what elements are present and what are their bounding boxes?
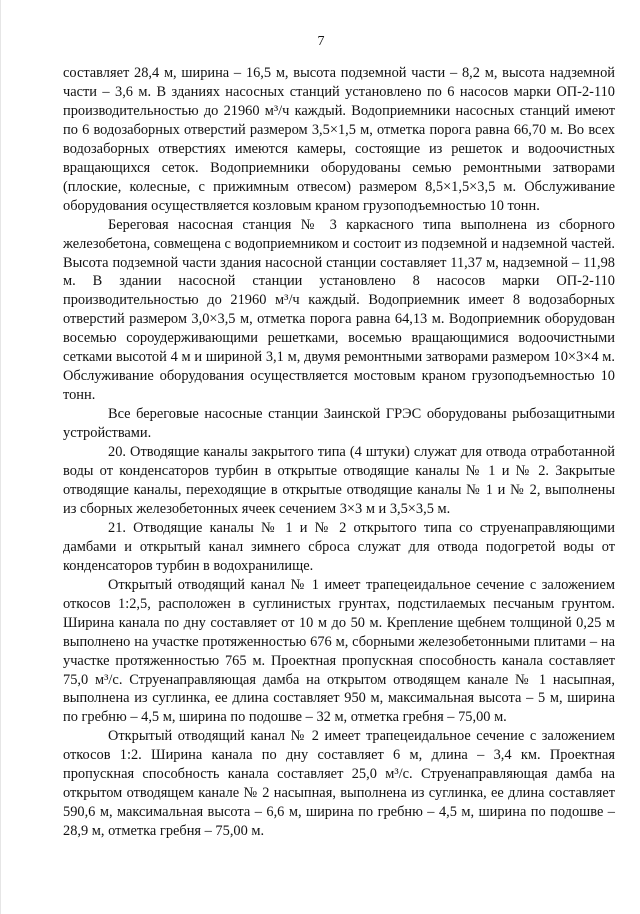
paragraph-pump-station-3: Береговая насосная станция № 3 каркасного типа выполнена из сборного железобетона, совмещена с водоприемником и состоит из подземной и надземной частей. Высота подземной части здания насосной станции составляет 11,37 м, надземной – 11,98 м. В здании насосной станции установлено 8 насосов марки ОП-2-110 производительностью до 21960 м³/ч каждый. Водоприемник имеет 8 водозаборных отверстий размером 3,0×3,5 м, отметка порога равна 64,13 м. Водоприемник оборудован восемью сороудерживающими решетками, восемью вращающимися водоочистными сетками высотой 4 м и шириной 3,1 м, двумя ремонтными затворами размером 10×3×4 м. Обслуживание оборудования осуществляется мостовым краном грузоподъемностью 10 тонн. — [63, 216, 616, 404]
paragraph-canal-1: Открытый отводящий канал № 1 имеет трапецеидальное сечение с заложением откосов 1:2,5, расположен в суглинистых грунтах, подстилаемых песчаным грунтом. Ширина канала по дну составляет от 10 м до 50 м. Крепление щебнем толщиной 0,25 м выполнено на участке протяженностью 676 м, сборными железобетонными плитами – на участке протяженностью 765 м. Проектная пропускная способность канала составляет 75,0 м³/с. Струенаправляющая дамба на открытом отводящем канале № 1 насыпная, выполнена из суглинка, ее длина составляет 950 м, максимальная высота – 5 м, ширина по гребню – 4,5 м, ширина по подошве – 32 м, отметка гребня – 75,00 м. — [63, 576, 615, 726]
paragraph-fish-protection: Все береговые насосные станции Заинской ГРЭС оборудованы рыбозащитными устройствами. — [63, 406, 615, 442]
paragraph-item-20: 20. Отводящие каналы закрытого типа (4 штуки) служат для отвода отработанной воды от конденсаторов турбин в открытые отводящие каналы № 1 и № 2. Закрытые отводящие каналы, переходящие в открытые отводящие каналы № 1 и № 2, выполнены из сборных железобетонных ячеек сечением 3×3 м и 3,5×3,5 м. — [63, 444, 615, 517]
paragraph-canal-2: Открытый отводящий канал № 2 имеет трапецеидальное сечение с заложением откосов 1:2. Ширина канала по дну составляет 6 м, длина – 3,4 км. Проектная пропускная способность канала составляет 25,0 м³/с. Струенаправляющая дамба на открытом отводящем канале № 2 насыпная, выполнена из суглинка, ее длина составляет 590,6 м, максимальная высота – 6,6 м, ширина по гребню – 4,5 м, ширина по подошве – 28,9 м, отметка гребня – 75,00 м. — [63, 728, 615, 840]
paragraph-item-21: 21. Отводящие каналы № 1 и № 2 открытого типа со струенаправляющими дамбами и открытый канал зимнего сброса служат для отвода подогретой воды от конденсаторов турбин в водохранилище. — [63, 519, 615, 574]
document-body — [63, 64, 615, 841]
page-number: 7 — [317, 34, 325, 49]
paragraph-pump-stations-1-2: составляет 28,4 м, ширина – 16,5 м, высота подземной части – 8,2 м, высота надземной части – 3,6 м. В зданиях насосных станций установлено по 6 насосов марки ОП-2-110 производительностью до 21960 м³/ч каждый. Водоприемники насосных станций имеют по 6 водозаборных отверстий размером 3,5×1,5 м, отметка порога равна 66,70 м. Во всех водозаборных отверстиях имеются камеры, состоящие из решеток и водоочистных вращающихся сеток. Водоприемники оборудованы семью ремонтными затворами (плоские, колесные, с прижимным отвесом) размером 8,5×1,5×3,5 м. Обслуживание оборудования осуществляется козловым краном грузоподъемностью 10 тонн. — [63, 65, 615, 214]
